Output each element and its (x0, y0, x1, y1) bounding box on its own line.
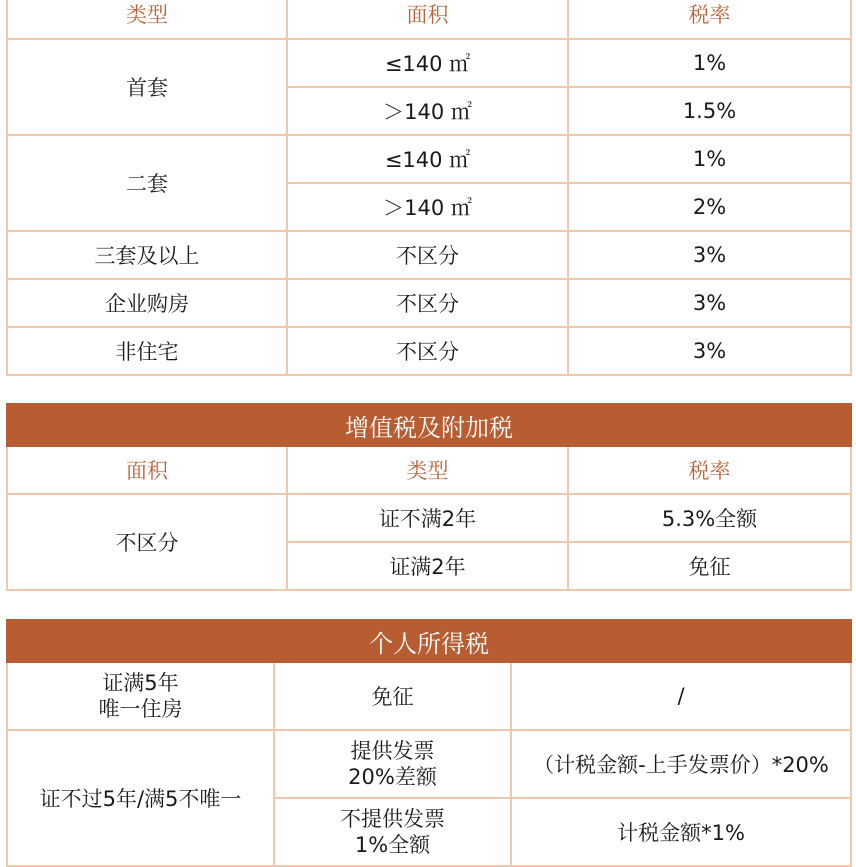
type-cell: 企业购房 (7, 279, 287, 327)
income-tax-title: 个人所得税 (7, 620, 851, 662)
rate-cell: 3% (568, 327, 851, 375)
deed-tax-table (6, 0, 852, 376)
type-cell: 证不满2年 (287, 494, 568, 542)
condition-cell (7, 662, 274, 730)
header-rate: 税率 (568, 446, 851, 494)
type-line: 1%全额 (354, 833, 431, 857)
area-cell: 不区分 (287, 231, 568, 279)
type-first-home: 首套 (7, 39, 287, 135)
rate-cell: 1.5% (568, 87, 851, 135)
type-second-home: 二套 (7, 135, 287, 231)
vat-title: 增值税及附加税 (7, 404, 851, 446)
type-cell: 证满2年 (287, 542, 568, 590)
rate-cell: 3% (568, 279, 851, 327)
header-area: 面积 (287, 0, 568, 39)
type-cell (274, 730, 511, 798)
type-cell: 三套及以上 (7, 231, 287, 279)
area-cell: ≤140 ㎡ (287, 39, 568, 87)
vat-table (6, 403, 852, 591)
area-cell: 不区分 (287, 327, 568, 375)
header-type: 类型 (7, 0, 287, 39)
area-cell: ＞140 ㎡ (287, 87, 568, 135)
header-type: 类型 (287, 446, 568, 494)
type-cell: 非住宅 (7, 327, 287, 375)
type-cell: 免征 (274, 662, 511, 730)
rate-cell: / (511, 662, 851, 730)
rate-cell: 1% (568, 135, 851, 183)
header-area: 面积 (7, 446, 287, 494)
header-rate: 税率 (568, 0, 851, 39)
rate-cell: 计税金额*1% (511, 798, 851, 866)
rate-cell: 5.3%全额 (568, 494, 851, 542)
rate-cell: 免征 (568, 542, 851, 590)
area-cell: ≤140 ㎡ (287, 135, 568, 183)
condition-line: 证满5年 (102, 671, 179, 695)
type-line: 不提供发票 (340, 807, 445, 831)
rate-cell: （计税金额-上手发票价）*20% (511, 730, 851, 798)
rate-cell: 1% (568, 39, 851, 87)
income-tax-table (6, 619, 852, 867)
area-cell: 不区分 (287, 279, 568, 327)
rate-cell: 3% (568, 231, 851, 279)
condition-line: 唯一住房 (98, 697, 183, 721)
condition-cell: 证不过5年/满5不唯一 (7, 730, 274, 866)
type-line: 20%差额 (348, 765, 437, 789)
rate-cell: 2% (568, 183, 851, 231)
type-line: 提供发票 (350, 739, 435, 763)
area-cell: 不区分 (7, 494, 287, 590)
area-cell: ＞140 ㎡ (287, 183, 568, 231)
